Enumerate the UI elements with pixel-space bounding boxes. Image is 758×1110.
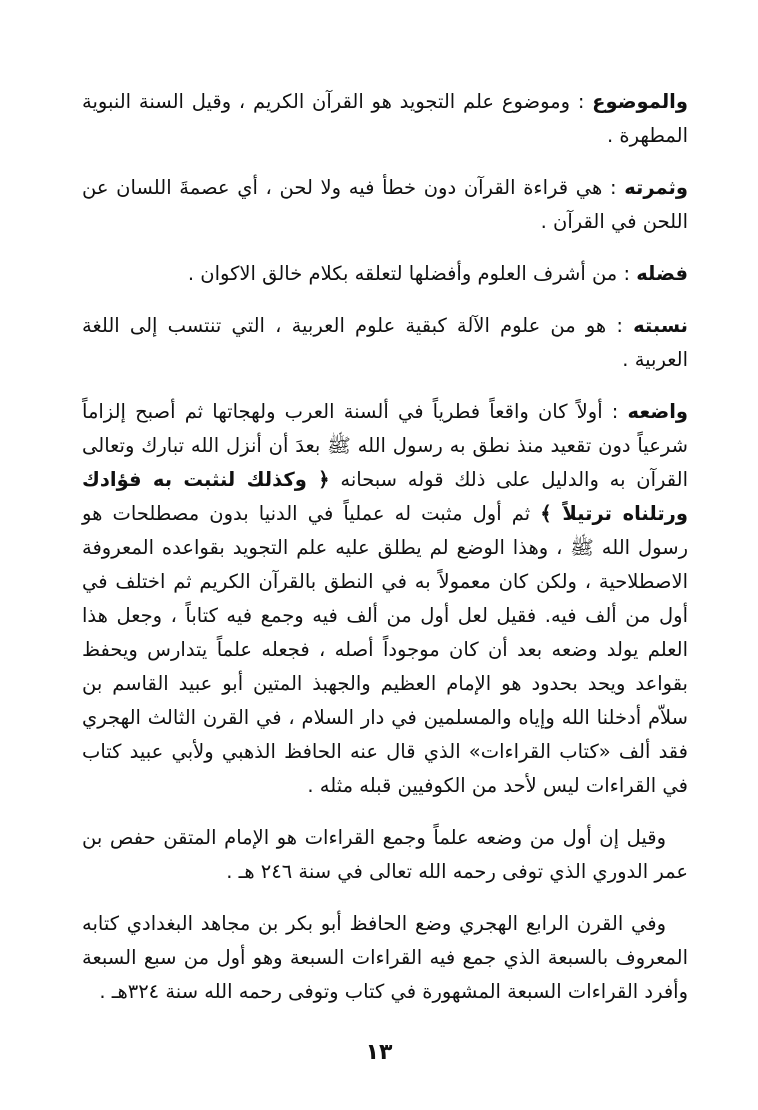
text-subject: : وموضوع علم التجويد هو القرآن الكريم ، وقيل السنة النبوية المطهرة . bbox=[82, 90, 688, 147]
page-number: ١٣ bbox=[365, 1040, 393, 1065]
paragraph-subject bbox=[82, 85, 688, 153]
term-virtue: فضله bbox=[636, 262, 688, 285]
term-fruit: وثمرته bbox=[624, 176, 688, 199]
quran-verse: ﴿ وكذلك لنثبت به فؤادك ورتلناه ترتيلاً ﴾ bbox=[82, 468, 689, 525]
paragraph-ibn-mujahid: وفي القرن الرابع الهجري وضع الحافظ أبو بكر بن مجاهد البغدادي كتابه المعروف بالسبعة الذي جمع فيه القراءات السبعة وهو أول من سبع السبعة وأفرد القراءات السبعة المشهورة في كتاب وتوفى رحمه الله سنة ٣٢٤هـ . bbox=[82, 912, 688, 1003]
term-founder: واضعه bbox=[627, 400, 688, 423]
paragraph-fruit bbox=[82, 171, 688, 239]
paragraph-affiliation bbox=[82, 309, 688, 377]
page-body bbox=[82, 85, 688, 1027]
paragraph-hafs: وقيل إن أول من وضعه علماً وجمع القراءات هو الإمام المتقن حفص بن عمر الدوري الذي توفى رحمه الله تعالى في سنة ٢٤٦ هـ . bbox=[82, 826, 688, 883]
text-founder-after: ثم أول مثبت له عملياً في الدنيا بدون مصطلحات هو رسول الله ﷺ ، وهذا الوضع لم يطلق عليه علم التجويد بقواعده المعروفة الاصطلاحية ، ولكن كان معمولاً به في النطق بالقرآن الكريم ثم اختلف في أول من ألف فيه. فقيل لعل أول من ألف فيه وجمع فيه كتاباً ، وجعل هذا العلم يولد وضعه بعد أن كان موجوداً أصله ، فجعله علماً يتدارس ويحفظ بقواعد ويحد بحدود هو الإمام العظيم والجهبذ المتين أبو عبيد القاسم بن سلاّم أدخلنا الله وإياه والمسلمين في دار السلام ، في القرن الثالث الهجري فقد ألف «كتاب القراءات» الذي قال عنه الحافظ الذهبي ولأبي عبيد كتاب في القراءات ليس لأحد من الكوفيين قبله مثله . bbox=[82, 502, 688, 797]
text-fruit: : هي قراءة القرآن دون خطأ فيه ولا لحن ، أي عصمةَ اللسان عن اللحن في القرآن . bbox=[82, 176, 688, 233]
paragraph-virtue bbox=[82, 257, 688, 291]
text-affiliation: : هو من علوم الآلة كبقية علوم العربية ، التي تنتسب إلى اللغة العربية . bbox=[82, 314, 688, 371]
term-affiliation: نسبته bbox=[633, 314, 688, 337]
paragraph-founder bbox=[82, 395, 688, 803]
term-subject: والموضوع bbox=[592, 90, 688, 113]
text-virtue: : من أشرف العلوم وأفضلها لتعلقه بكلام خالق الاكوان . bbox=[187, 262, 637, 285]
text-founder-before: : أولاً كان واقعاً فطرياً في ألسنة العرب ولهجاتها ثم أصبح إلزاماً شرعياً دون تقعيد منذ نطق به رسول الله ﷺ بعدَ أن أنزل الله تبارك وتعالى القرآن به والدليل على ذلك قوله سبحانه bbox=[82, 400, 688, 491]
